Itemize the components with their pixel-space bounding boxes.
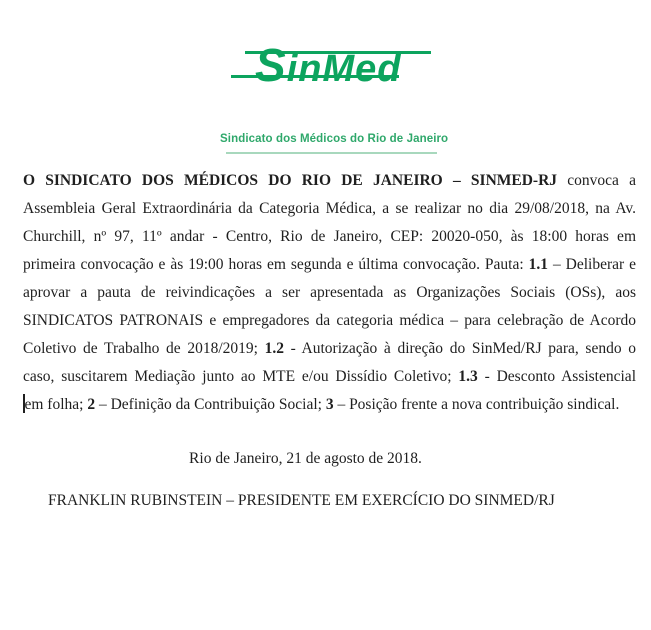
body-line <box>23 335 636 363</box>
text-run: Churchill, nº 97, 11º andar - Centro, Rio de Janeiro, CEP: 20020-050, às 18:00 horas em <box>23 228 636 245</box>
text-run: aprovar a pauta de reivindicações a ser apresentada as Organizações Sociais (OSs), aos <box>23 284 636 301</box>
bold-run: 1.1 <box>528 256 548 273</box>
bold-run: 3 <box>325 396 334 413</box>
logo-underline <box>226 152 437 154</box>
text-run: convoca a <box>557 172 636 189</box>
text-run: – Definição da Contribuição Social; <box>95 396 326 413</box>
bold-run: 1.2 <box>264 340 284 357</box>
text-run: – Posição frente a nova contribuição sindical. <box>333 396 620 413</box>
body-line <box>23 363 636 391</box>
body-line <box>23 279 636 307</box>
logo-tagline: Sindicato dos Médicos do Rio de Janeiro <box>220 133 449 145</box>
convocation-document <box>23 167 636 515</box>
bold-run: 2 <box>87 396 96 413</box>
body-line <box>23 307 636 335</box>
signature-line: FRANKLIN RUBINSTEIN – PRESIDENTE EM EXERCÍCIO DO SINMED/RJ <box>48 492 555 509</box>
bold-run: O SINDICATO DOS MÉDICOS DO RIO DE JANEIRO – SINMED-RJ <box>23 172 558 189</box>
text-run: - Desconto Assistencial <box>477 368 636 385</box>
bold-run: 1.3 <box>458 368 478 385</box>
text-run: Assembleia Geral Extraordinária da Categoria Médica, a se realizar no dia 29/08/2018, na Av. <box>23 200 636 217</box>
body-line <box>23 167 636 195</box>
text-run: Coletivo de Trabalho de 2018/2019; <box>23 340 265 357</box>
body-paragraph <box>23 167 636 419</box>
logo-wordmark-block <box>231 39 431 91</box>
text-run: SINDICATOS PATRONAIS e empregadores da categoria médica – para celebração de Acordo <box>23 312 636 329</box>
text-run: – Deliberar e <box>548 256 636 273</box>
body-line <box>23 391 636 419</box>
sinmed-logo <box>220 39 449 145</box>
text-run: primeira convocação e às 19:00 horas em segunda e última convocação. Pauta: <box>23 256 529 273</box>
date-line: Rio de Janeiro, 21 de agosto de 2018. <box>189 450 422 467</box>
text-run: - Autorização à direção do SinMed/RJ para, sendo o <box>283 340 636 357</box>
logo-wordmark: SinMed <box>255 39 402 91</box>
text-run: em folha; <box>24 396 88 413</box>
text-run: caso, suscitarem Mediação junto ao MTE e/ou Dissídio Coletivo; <box>23 368 459 385</box>
body-line <box>23 251 636 279</box>
body-line <box>23 223 636 251</box>
body-line <box>23 195 636 223</box>
